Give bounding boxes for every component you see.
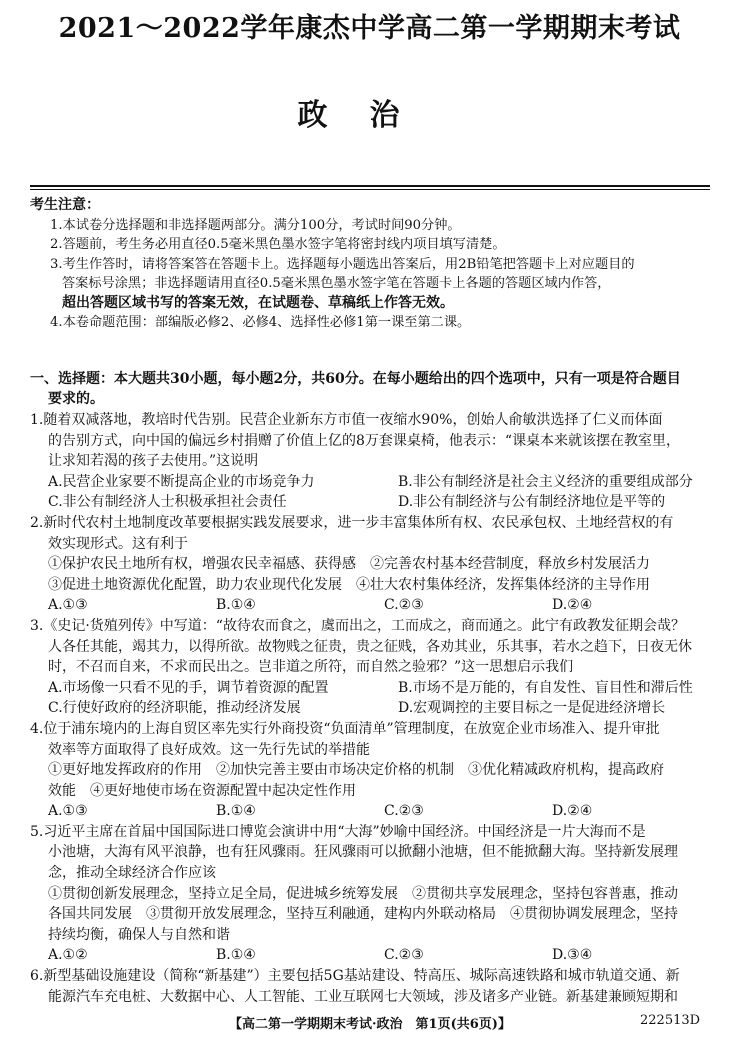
option-b: B.市场不是万能的，有自发性、盲目性和滞后性 [398, 679, 693, 696]
option-a: A.民营企业家要不断提高企业的市场竞争力 [48, 473, 315, 490]
footer-page-info: 【高二第一学期期末考试·政治 第1页(共6页)】 [229, 1017, 511, 1032]
option-d: D.宏观调控的主要目标之一是促进经济增长 [398, 700, 666, 717]
option-c: C.②③ [384, 597, 424, 614]
candidate-notice [30, 196, 714, 333]
notice-emphasis: 超出答题区域书写的答案无效，在试题卷、草稿纸上作答无效。 [62, 294, 454, 311]
statement-line: ①保护农民土地所有权，增强农民幸福感、获得感 ②完善农村基本经营制度，释放乡村发展活力 [48, 556, 650, 573]
question-2 [30, 513, 720, 616]
statement-line: 效能 ④更好地使市场在资源配置中起决定性作用 [48, 782, 356, 799]
option-b: B.①④ [216, 803, 256, 820]
notice-item: 4.本卷命题范围：部编版必修2、必修4、选择性必修1第一课至第二课。 [50, 315, 471, 330]
statement-line: ①更好地发挥政府的作用 ②加快完善主要由市场决定价格的机制 ③优化精减政府机构，提高政府 [48, 762, 664, 779]
divider-thick [30, 185, 710, 187]
notice-item-continued: 答案标号涂黑；非选择题请用直径0.5毫米黑色墨水签字笔在答题卡上各题的答题区域内作答， [62, 276, 611, 291]
option-c: C.行使好政府的经济职能，推动经济发展 [48, 700, 301, 717]
notice-item: 3.考生作答时，请将答案答在答题卡上。选择题每小题选出答案后，用2B铅笔把答题卡上对应题目的 [50, 256, 635, 272]
question-3 [30, 616, 720, 719]
option-c: C.②③ [384, 947, 424, 964]
section-heading [30, 369, 720, 409]
question-6 [30, 966, 720, 1007]
option-b: B.①④ [216, 947, 256, 964]
question-text: 1.随着双减落地，教培时代告别。民营企业新东方市值一夜缩水90%，创始人俞敏洪选择了仁义而体面 [30, 412, 663, 428]
notice-item-continued-bold [30, 294, 714, 314]
option-d: D.非公有制经济与公有制经济地位是平等的 [398, 494, 666, 511]
notice-heading: 考生注意： [30, 197, 100, 213]
section-heading-line: 一、选择题：本大题共30小题，每小题2分，共60分。在每小题给出的四个选项中，只有一项是符合题目 [30, 371, 681, 387]
question-1 [30, 410, 720, 513]
option-a: A.①② [48, 947, 88, 964]
option-d: D.②④ [552, 597, 593, 614]
question-text: 时，不召而自来，不求而民出之。岂非道之所符，而自然之验邪？”这一思想启示我们 [48, 659, 574, 676]
statement-line: ①贯彻创新发展理念，坚持立足全局，促进城乡统筹发展 ②贯彻共享发展理念，坚持包容普惠，推动 [48, 885, 678, 902]
option-c: C.②③ [384, 803, 424, 820]
option-a: A.①③ [48, 597, 88, 614]
divider-thin [30, 189, 710, 190]
statement-line: 各国共同发展 ③贯彻开放发展理念，坚持互利融通，建构内外联动格局 ④贯彻协调发展理念，坚持 [48, 906, 678, 923]
question-text: 2.新时代农村土地制度改革要根据实践发展要求，进一步丰富集体所有权、农民承包权、土地经营权的有 [30, 514, 674, 531]
section-heading-line: 要求的。 [48, 391, 104, 407]
question-text: 能源汽车充电桩、大数据中心、人工智能、工业互联网七大领域，涉及诸多产业链。新基建兼顾短期和 [48, 988, 678, 1005]
question-text: 的告别方式，向中国的偏远乡村捐赠了价值上亿的8万套课桌椅，他表示：“课桌本来就该摆在教室里， [48, 432, 681, 449]
statement-line: 持续均衡，确保人与自然和谐 [48, 926, 230, 943]
question-5 [30, 822, 720, 966]
option-d: D.②④ [552, 803, 593, 820]
question-text: 5.习近平主席在首届中国国际进口博览会演讲中用“大海”妙喻中国经济。中国经济是一片大海而不是 [30, 823, 646, 840]
subject-title: 政治 [297, 98, 442, 133]
question-text: 人各任其能，竭其力，以得所欲。故物贱之征贵，贵之征贱，各劝其业，乐其事，若水之趋下，日夜无休 [48, 638, 692, 655]
question-text: 念，推动全球经济合作应该 [48, 865, 216, 882]
option-a: A.①③ [48, 803, 88, 820]
question-text: 小池塘，大海有风平浪静，也有狂风骤雨。狂风骤雨可以掀翻小池塘，但不能掀翻大海。坚持新发展理 [48, 844, 678, 861]
option-c: C.非公有制经济人士积极承担社会责任 [48, 494, 287, 511]
question-text: 效实现形式。这有利于 [48, 535, 188, 552]
option-d: D.③④ [552, 947, 593, 964]
question-text: 效率等方面取得了良好成效。这一先行先试的举措能 [48, 741, 370, 758]
statement-line: ③促进土地资源优化配置，助力农业现代化发展 ④壮大农村集体经济，发挥集体经济的主导作用 [48, 576, 650, 593]
question-text: 4.位于浦东境内的上海自贸区率先实行外商投资“负面清单”管理制度，在放宽企业市场准入、提升审批 [30, 720, 660, 737]
footer-code: 222513D [640, 1013, 701, 1028]
question-text: 让求知若渴的孩子去使用。”这说明 [48, 453, 259, 470]
exam-title: 2021～2022学年康杰中学高二第一学期期末考试 [58, 13, 681, 44]
question-text: 6.新型基础设施建设（简称“新基建”）主要包括5G基站建设、特高压、城际高速铁路和城市轨道交通、新 [30, 968, 680, 985]
questions [30, 410, 720, 1007]
question-4 [30, 719, 720, 822]
option-b: B.非公有制经济是社会主义经济的重要组成部分 [398, 473, 693, 490]
option-a: A.市场像一只看不见的手，调节着资源的配置 [48, 679, 329, 696]
notice-item: 2.答题前，考生务必用直径0.5毫米黑色墨水签字笔将密封线内项目填写清楚。 [50, 237, 506, 252]
notice-item: 1.本试卷分选择题和非选择题两部分。满分100分，考试时间90分钟。 [50, 217, 461, 233]
option-b: B.①④ [216, 597, 256, 614]
question-text: 3.《史记·货殖列传》中写道：“故待农而食之，虞而出之，工而成之，商而通之。此宁有政教发征期会哉？ [30, 617, 685, 634]
